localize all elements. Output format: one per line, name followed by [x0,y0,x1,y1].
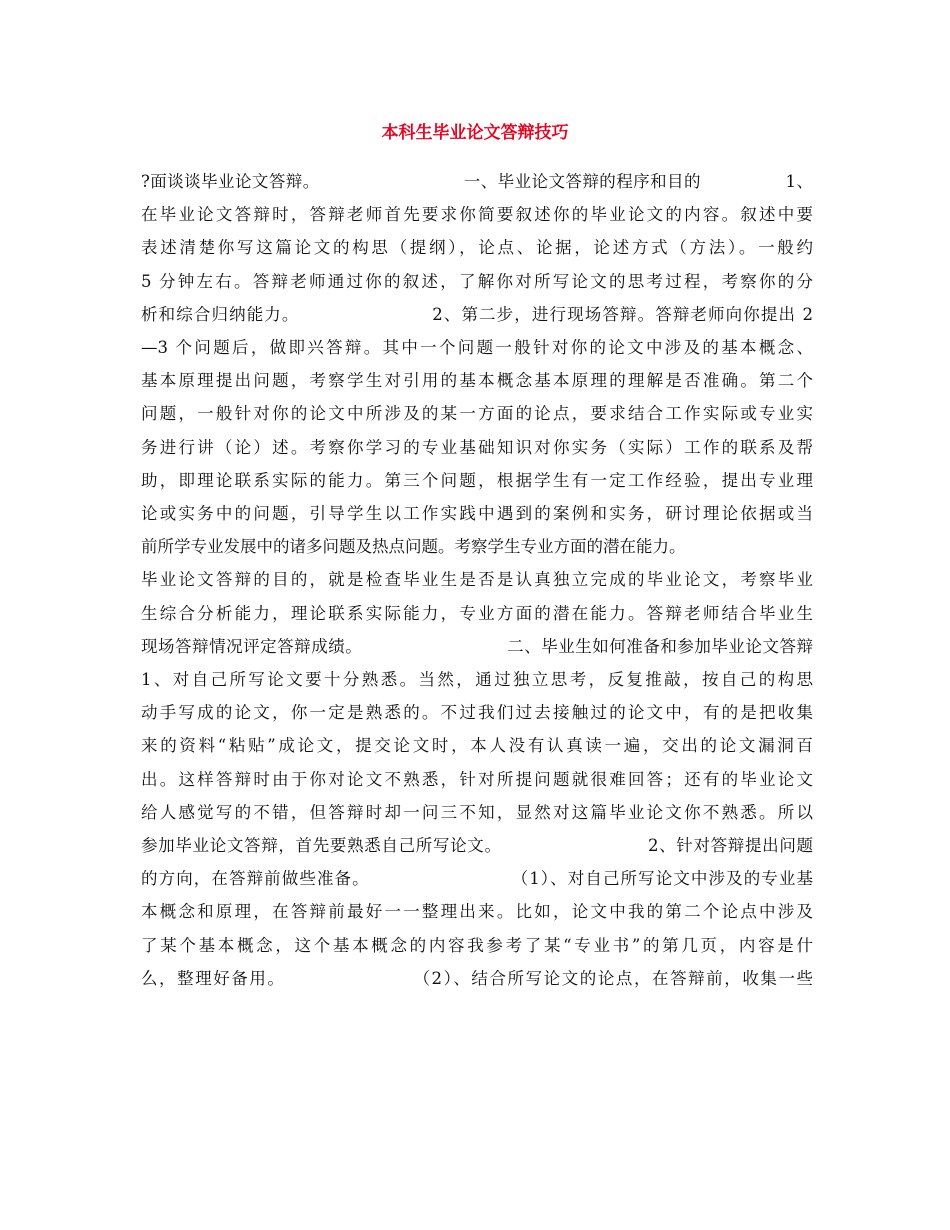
body-line: 么，整理好备用。 （2）、结合所写论文的论点，在答辩前，收集一些 [141,968,813,988]
body-line: 务进行讲（论）述。考察你学习的专业基础知识对你实务（实际）工作的联系及帮 [141,437,813,457]
body-line: 动手写成的论文，你一定是熟悉的。不过我们过去接触过的论文中，有的是把收集 [141,703,813,723]
body-line: 前所学专业发展中的诸多问题及热点问题。考察学生专业方面的潜在能力。 [141,537,686,557]
body-line: 生综合分析能力，理论联系实际能力，专业方面的潜在能力。答辩老师结合毕业生 [141,603,813,623]
body-line: 出。这样答辩时由于你对论文不熟悉，针对所提问题就很难回答；还有的毕业论文 [141,769,813,789]
document-title: 本科生毕业论文答辩技巧 [381,123,569,143]
body-line: 参加毕业论文答辩，首先要熟悉自己所写论文。 2、针对答辩提出问题 [141,836,813,855]
body-line: 现场答辩情况评定答辩成绩。 二、毕业生如何准备和参加毕业论文答辩 [141,636,813,656]
body-line: 来的资料“粘贴”成论文，提交论文时，本人没有认真读一遍，交出的论文漏洞百 [141,736,813,756]
body-line: 了某个基本概念，这个基本概念的内容我参考了某“专业书”的第几页，内容是什 [141,935,813,955]
body-line: 基本原理提出问题，考察学生对引用的基本概念基本原理的理解是否准确。第二个 [141,371,813,391]
body-line: 本概念和原理，在答辩前最好一一整理出来。比如，论文中我的第二个论点中涉及 [141,902,813,922]
body-line: 毕业论文答辩的目的，就是检查毕业生是否是认真独立完成的毕业论文，考察毕业 [141,570,813,590]
body-line: 5 分钟左右。答辩老师通过你的叙述，了解你对所写论文的思考过程，考察你的分 [141,271,813,291]
body-line: 问题，一般针对你的论文中所涉及的某一方面的论点，要求结合工作实际或专业实 [141,404,813,424]
body-line: 析和综合归纳能力。 2、第二步，进行现场答辩。答辩老师向你提出 2 [141,304,813,324]
body-line: —3 个问题后，做即兴答辩。其中一个问题一般针对你的论文中涉及的基本概念、 [141,338,813,357]
body-line: 助，即理论联系实际的能力。第三个问题，根据学生有一定工作经验，提出专业理 [141,470,813,490]
body-line: ?面谈谈毕业论文答辩。 一、毕业论文答辩的程序和目的 1、 [141,172,813,191]
body-line: 1、对自己所写论文要十分熟悉。当然，通过独立思考，反复推敲，按自己的构思 [141,670,813,689]
body-line: 表述清楚你写这篇论文的构思（提纲），论点、论据，论述方式（方法）。一般约 [141,238,813,258]
body-line: 论或实务中的问题，引导学生以工作实践中遇到的案例和实务，研讨理论依据或当 [141,504,813,523]
body-line: 的方向，在答辩前做些准备。 （1）、对自己所写论文中涉及的专业基 [141,869,813,889]
body-line: 在毕业论文答辩时，答辩老师首先要求你简要叙述你的毕业论文的内容。叙述中要 [141,205,813,225]
body-line: 给人感觉写的不错，但答辩时却一问三不知，显然对这篇毕业论文你不熟悉。所以 [141,802,813,822]
